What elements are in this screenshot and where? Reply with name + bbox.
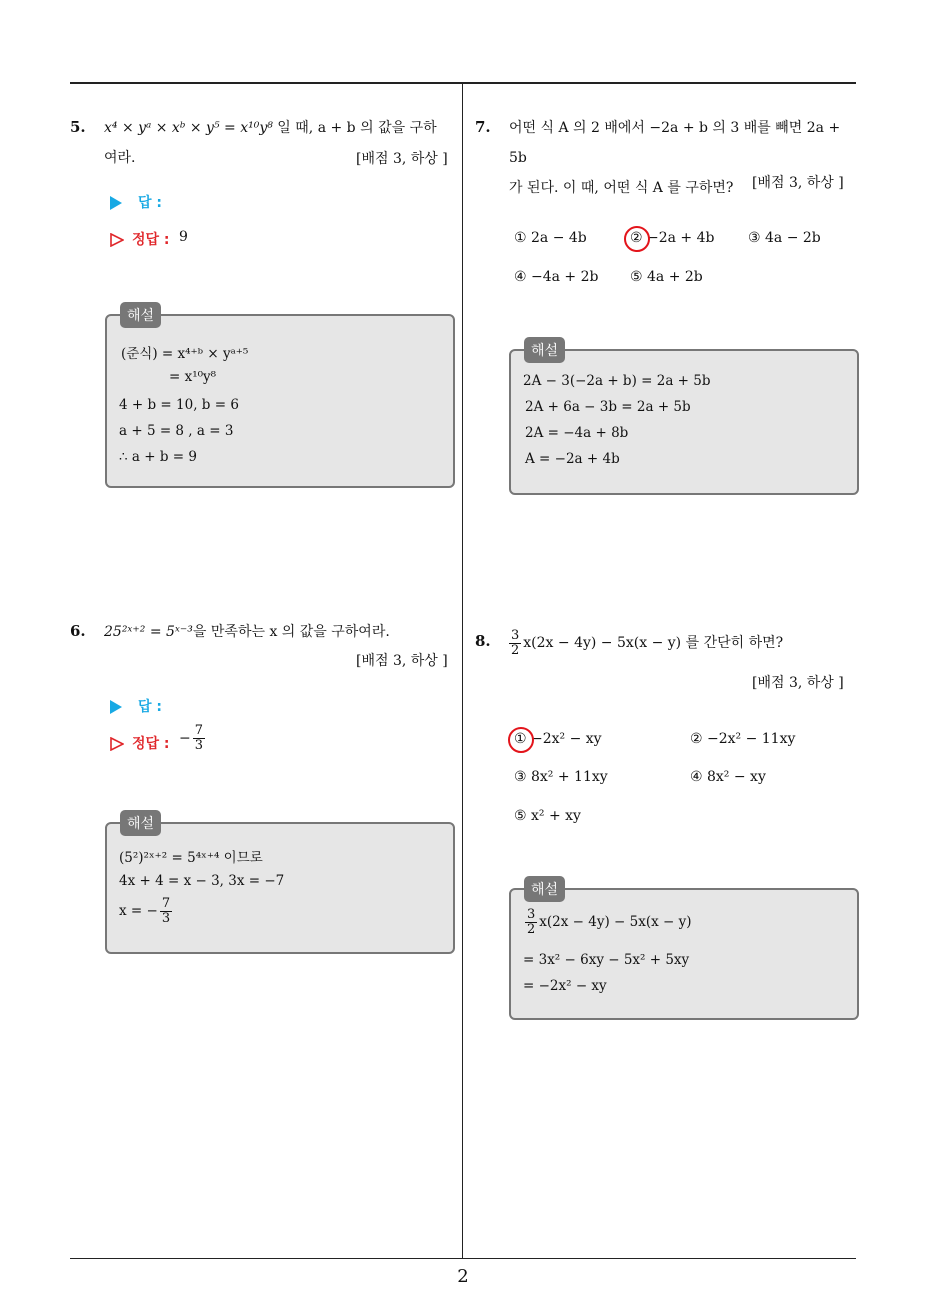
correct-value: − $\frac{7}{3}$ xyxy=(179,723,204,753)
points-label: [배점 3, 하상 ] xyxy=(752,175,844,191)
solution-line: 2A + 6a − 3b = 2a + 5b xyxy=(525,399,691,415)
solution-line: x = − $\frac{7}{3}$ xyxy=(119,896,171,926)
solution-line: = 3x² − 6xy − 5x² + 5xy xyxy=(523,952,690,968)
correct-row xyxy=(110,733,170,753)
outline-arrow-icon xyxy=(110,233,124,247)
play-arrow-icon xyxy=(110,700,122,714)
correct-value: 9 xyxy=(179,229,188,245)
outline-arrow-icon xyxy=(110,737,124,751)
solution-line: = x¹⁰y⁸ xyxy=(169,369,217,385)
choice-2[interactable]: ② −2x² − 11xy xyxy=(690,731,796,747)
correct-row xyxy=(110,229,170,249)
correct-label: 정답 : xyxy=(132,736,170,752)
page-number: 2 xyxy=(457,1266,469,1287)
answer-label: 답 : xyxy=(138,195,162,211)
choice-4[interactable]: ④ 8x² − xy xyxy=(690,769,766,785)
answer-row xyxy=(110,192,162,212)
solution-line: 4x + 4 = x − 3, 3x = −7 xyxy=(119,873,285,889)
problem-number: 6. xyxy=(70,622,86,640)
solution-tag: 해설 xyxy=(120,302,161,328)
solution-line: A = −2a + 4b xyxy=(525,451,620,467)
problem-number: 5. xyxy=(70,118,86,136)
solution-line: (5²)²ˣ⁺² = 5⁴ˣ⁺⁴ 이므로 xyxy=(119,850,263,866)
solution-line: = −2x² − xy xyxy=(523,978,607,994)
choice-1[interactable]: ① −2x² − xy xyxy=(514,731,602,747)
points-label: [배점 3, 하상 ] xyxy=(752,675,844,691)
solution-box xyxy=(105,314,455,488)
answer-row xyxy=(110,696,162,716)
solution-tag: 해설 xyxy=(524,876,565,902)
solution-line: 4 + b = 10, b = 6 xyxy=(119,397,239,413)
solution-tag: 해설 xyxy=(120,810,161,836)
problem-text: x⁴ × yᵃ × xᵇ × y⁵ = x¹⁰y⁸ 일 때, a + b 의 값을 구하 여라. xyxy=(104,120,437,166)
problem-number: 7. xyxy=(475,118,491,136)
solution-line: 2A = −4a + 8b xyxy=(525,425,629,441)
solution-line: 2A − 3(−2a + b) = 2a + 5b xyxy=(523,373,711,389)
top-rule xyxy=(70,82,856,84)
problem-text: $\frac{3}{2}$ x(2x − 4y) − 5x(x − y) 를 간단히 하면? xyxy=(511,627,784,658)
choice-2[interactable]: ② −2a + 4b xyxy=(630,230,715,246)
column-divider xyxy=(462,82,463,1258)
solution-box xyxy=(105,822,455,954)
correct-label: 정답 : xyxy=(132,232,170,248)
points-label: [배점 3, 하상 ] xyxy=(356,653,448,669)
choice-3[interactable]: ③ 4a − 2b xyxy=(748,230,821,246)
choice-5[interactable]: ⑤ 4a + 2b xyxy=(630,269,703,285)
play-arrow-icon xyxy=(110,196,122,210)
problem-number: 8. xyxy=(475,632,491,650)
problem-text: 25²ˣ⁺² = 5ˣ⁻³을 만족하는 x 의 값을 구하여라. xyxy=(104,624,390,640)
choice-4[interactable]: ④ −4a + 2b xyxy=(514,269,599,285)
choice-1[interactable]: ① 2a − 4b xyxy=(514,230,587,246)
answer-label: 답 : xyxy=(138,699,162,715)
points-label: [배점 3, 하상 ] xyxy=(356,151,448,167)
solution-box xyxy=(509,888,859,1020)
choice-3[interactable]: ③ 8x² + 11xy xyxy=(514,769,608,785)
problem-text: 어떤 식 A 의 2 배에서 −2a + b 의 3 배를 빼면 2a + 5b 가 된다. 이 때, 어떤 식 A 를 구하면? xyxy=(509,120,841,196)
solution-box xyxy=(509,349,859,495)
solution-line: ∴ a + b = 9 xyxy=(119,449,197,465)
selected-circle-mark xyxy=(508,727,534,753)
solution-line: (준식) = x⁴⁺ᵇ × yᵃ⁺⁵ xyxy=(121,346,249,362)
solution-line: a + 5 = 8 , a = 3 xyxy=(119,423,234,439)
selected-circle-mark xyxy=(624,226,650,252)
solution-line: $\frac{3}{2}$ x(2x − 4y) − 5x(x − y) xyxy=(527,907,692,937)
choice-5[interactable]: ⑤ x² + xy xyxy=(514,808,581,824)
solution-tag: 해설 xyxy=(524,337,565,363)
bottom-rule xyxy=(70,1258,856,1259)
